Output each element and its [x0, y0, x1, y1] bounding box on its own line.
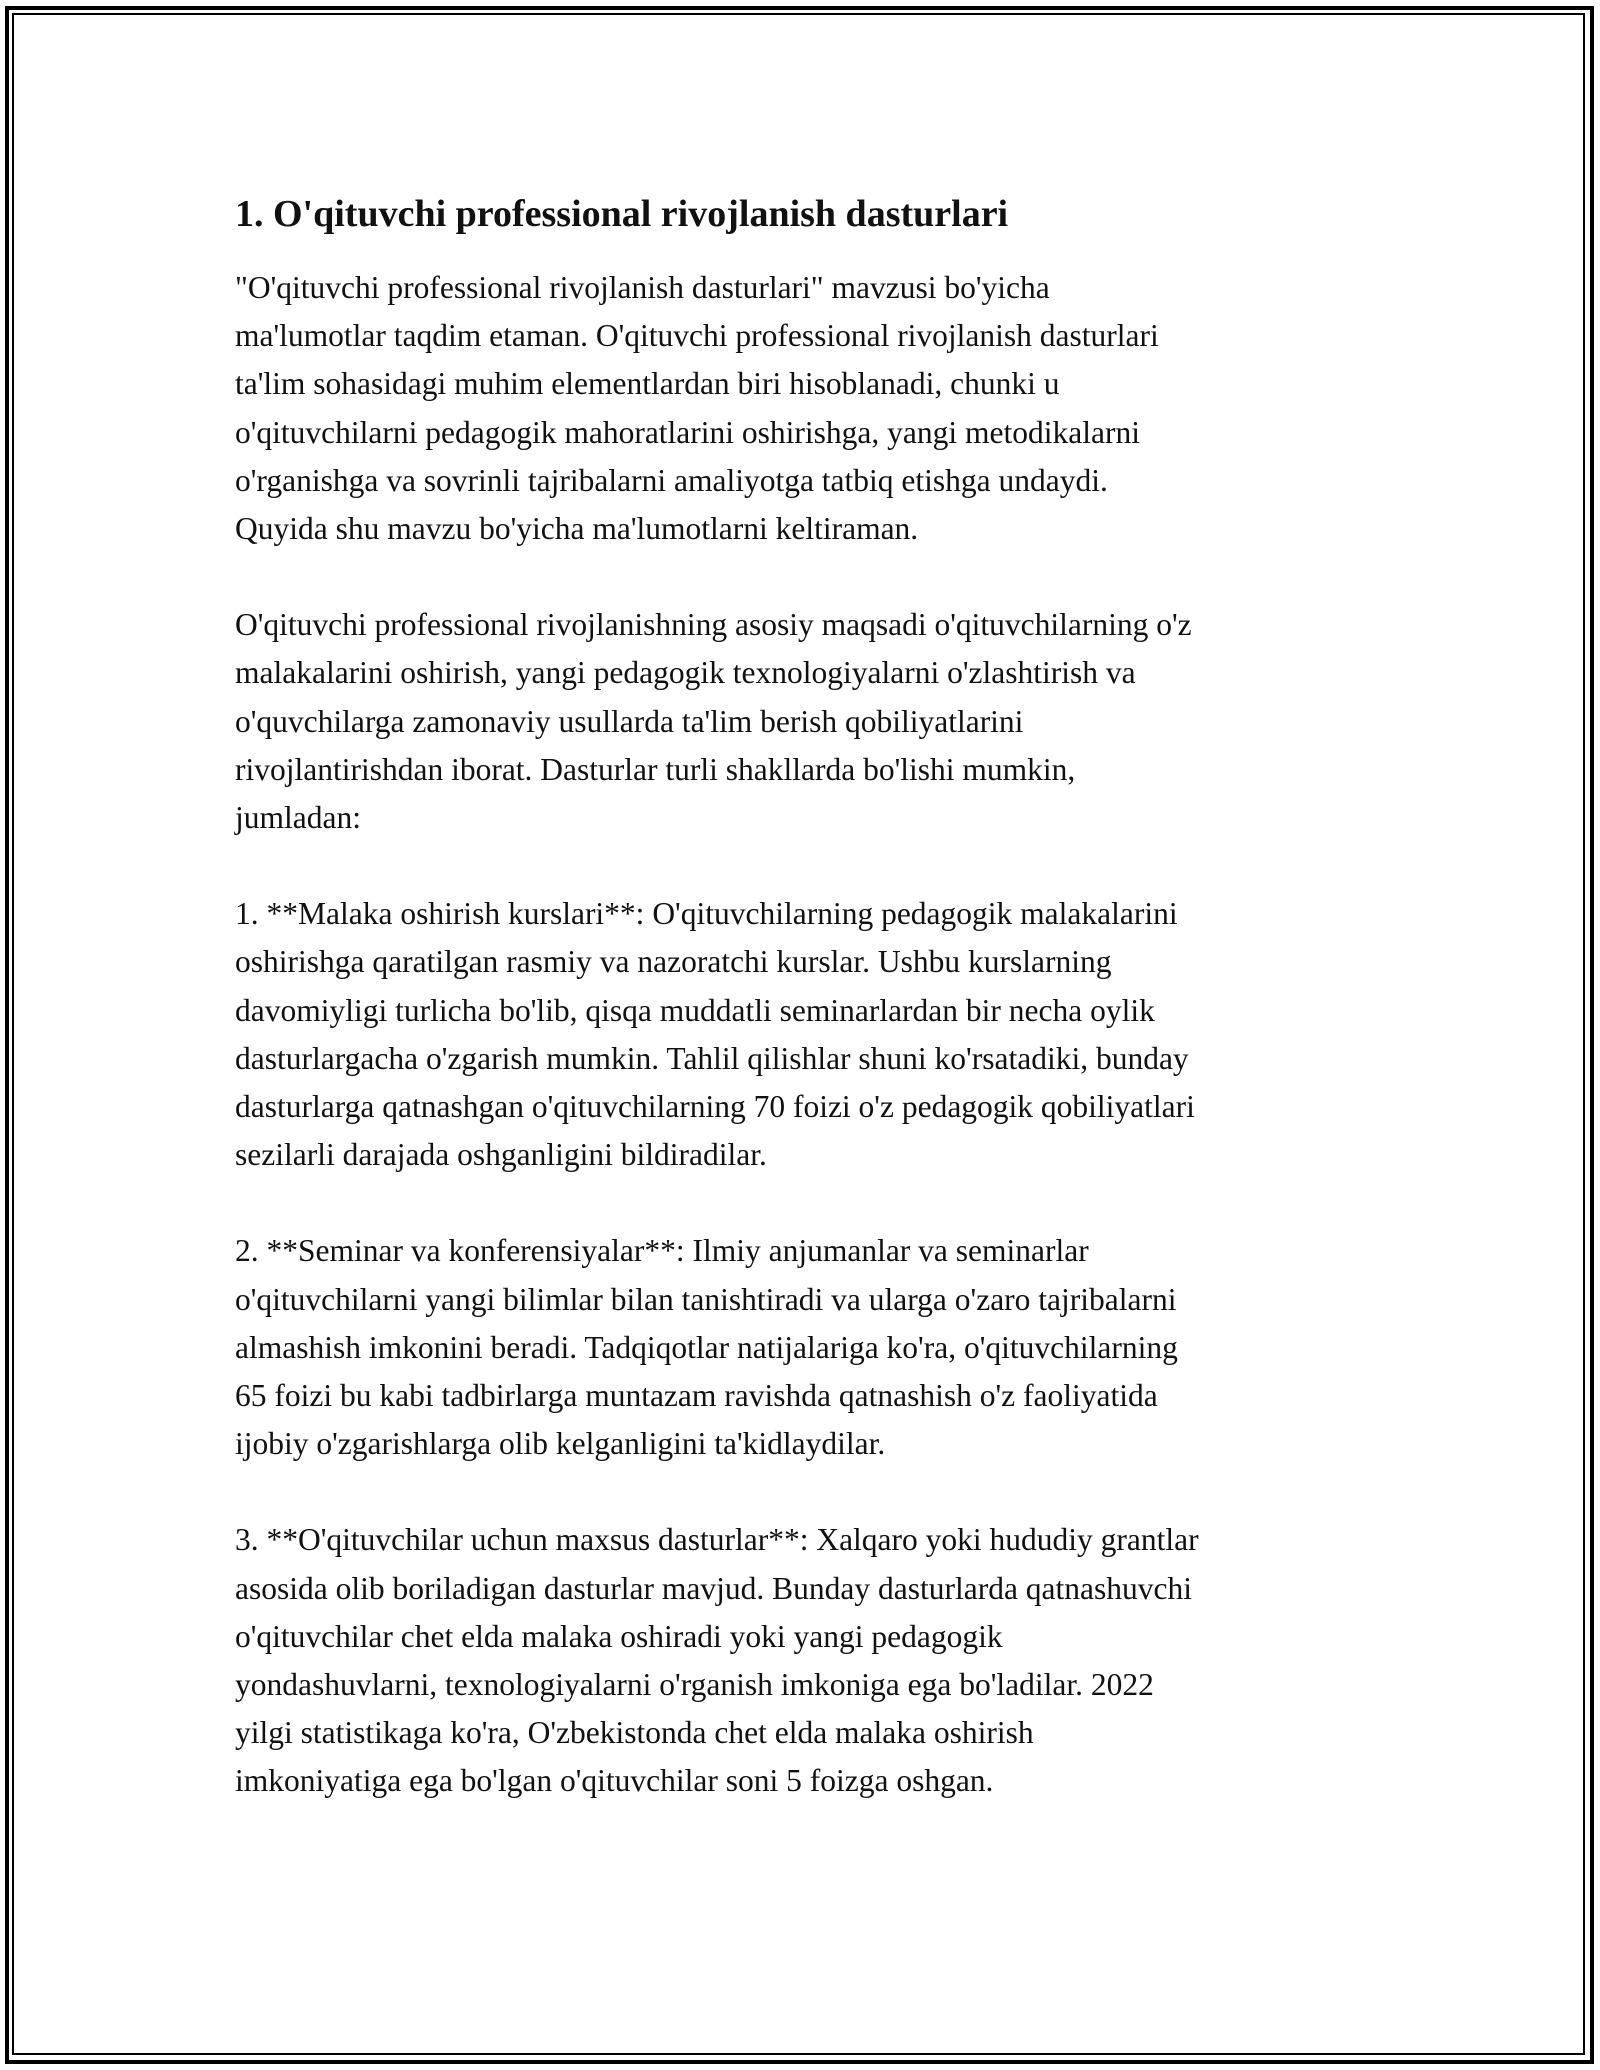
paragraph-intro: "O'qituvchi professional rivojlanish dasturlari" mavzusi bo'yicha ma'lumotlar taqdim etaman. O'qituvchi professional rivojlanish dasturlari ta'lim sohasidagi muhim elementlardan biri hisoblanadi, chunki u o'qituvchilarni pedagogik mahoratlarini oshirishga, yangi metodikalarni o'rganishga va sovrinli tajribalarni amaliyotga tatbiq etishga undaydi. Quyida shu mavzu bo'yicha ma'lumotlarni keltiraman. — [235, 270, 1159, 547]
document-body — [235, 186, 1365, 1854]
paragraph-item-2: 2. **Seminar va konferensiyalar**: Ilmiy anjumanlar va seminarlar o'qituvchilarni yangi bilimlar bilan tanishtiradi va ularga o'zaro tajribalarni almashish imkonini beradi. Tadqiqotlar natijalariga ko'ra, o'qituvchilarning 65 foizi bu kabi tadbirlarga muntazam ravishda qatnashish o'z faoliyatida ijobiy o'zgarishlarga olib kelganligini ta'kidlaydilar. — [235, 1233, 1178, 1462]
paragraph-main-goal: O'qituvchi professional rivojlanishning asosiy maqsadi o'qituvchilarning o'z malakalarini oshirish, yangi pedagogik texnologiyalarni o'zlashtirish va o'quvchilarga zamonaviy usullarda ta'lim berish qobiliyatlarini rivojlantirishdan iborat. Dasturlar turli shakllarda bo'lishi mumkin, jumladan: — [235, 607, 1192, 836]
paragraph-item-3: 3. **O'qituvchilar uchun maxsus dasturlar**: Xalqaro yoki hududiy grantlar asosida olib boriladigan dasturlar mavjud. Bunday dasturlarda qatnashuvchi o'qituvchilar chet elda malaka oshiradi yoki yangi pedagogik yondashuvlarni, texnologiyalarni o'rganish imkoniga ega bo'ladilar. 2022 yilgi statistikaga ko'ra, O'zbekistonda chet elda malaka oshirish imkoniyatiga ega bo'lgan o'qituvchilar soni 5 foizga oshgan. — [235, 1522, 1199, 1799]
paragraph-item-1: 1. **Malaka oshirish kurslari**: O'qituvchilarning pedagogik malakalarini oshirishga qaratilgan rasmiy va nazoratchi kurslar. Ushbu kurslarning davomiyligi turlicha bo'lib, qisqa muddatli seminarlardan bir necha oylik dasturlargacha o'zgarish mumkin. Tahlil qilishlar shuni ko'rsatadiki, bunday dasturlarga qatnashgan o'qituvchilarning 70 foizi o'z pedagogik qobiliyatlari sezilarli darajada oshganligini bildiradilar. — [235, 896, 1195, 1173]
document-title: 1. O'qituvchi professional rivojlanish dasturlari — [235, 193, 1009, 235]
